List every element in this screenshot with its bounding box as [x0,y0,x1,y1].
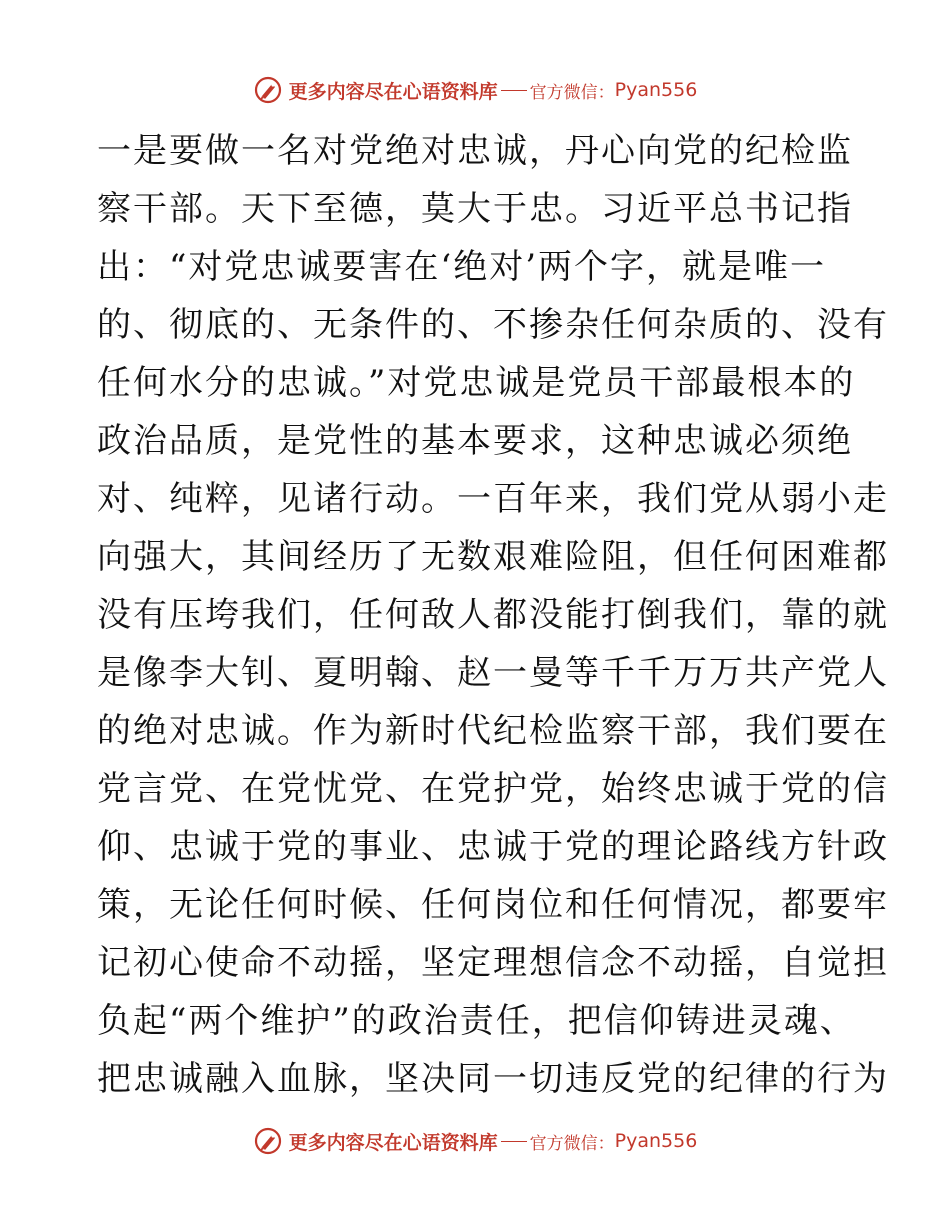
body-line: 仰、忠诚于党的事业、忠诚于党的理论路线方针政 [97,827,889,867]
body-line: 向强大，其间经历了无数艰难险阻，但任何困难都 [97,537,889,577]
body-line: 出：“对党忠诚要害在‘绝对’两个字，就是唯一 [97,247,826,287]
body-line: 负起“两个维护”的政治责任，把信仰铸进灵魂、 [97,1001,856,1041]
body-line: 没有压垮我们，任何敌人都没能打倒我们，靠的就 [97,595,889,635]
body-line: 是像李大钊、夏明翰、赵一曼等千千万万共产党人 [97,653,889,693]
body-line: 把忠诚融入血脉，坚决同一切违反党的纪律的行为 [97,1059,889,1099]
body-line: 察干部。天下至德，莫大于忠。习近平总书记指 [97,189,853,229]
body-line: 一是要做一名对党绝对忠诚，丹心向党的纪检监 [97,131,853,171]
watermark-label: 官方微信： [529,1133,615,1154]
watermark-account: Pyan556 [614,79,698,101]
body-line: 的、彻底的、无条件的、不掺杂任何杂质的、没有 [97,305,889,345]
body-line: 记初心使命不动摇，坚定理想信念不动摇，自觉担 [97,943,889,983]
watermark-dash [501,90,527,91]
header-watermark [0,72,950,108]
document-body [97,122,889,1108]
watermark-main-text: 更多内容尽在心语资料库 [288,1131,498,1154]
footer-watermark [0,1123,950,1159]
body-line: 的绝对忠诚。作为新时代纪检监察干部，我们要在 [97,711,889,751]
watermark-label: 官方微信： [529,82,615,103]
watermark-main-text: 更多内容尽在心语资料库 [288,80,498,103]
watermark-account: Pyan556 [614,1130,698,1152]
body-line: 政治品质，是党性的基本要求，这种忠诚必须绝 [97,421,853,461]
pen-nib-logo-icon [253,75,283,105]
pen-nib-logo-icon [253,1126,283,1156]
body-line: 策，无论任何时候、任何岗位和任何情况，都要牢 [97,885,889,925]
body-line: 对、纯粹，见诸行动。一百年来，我们党从弱小走 [97,479,889,519]
body-line: 党言党、在党忧党、在党护党，始终忠诚于党的信 [97,769,889,809]
watermark-dash [501,1141,527,1142]
body-line: 任何水分的忠诚。”对党忠诚是党员干部最根本的 [97,363,856,403]
